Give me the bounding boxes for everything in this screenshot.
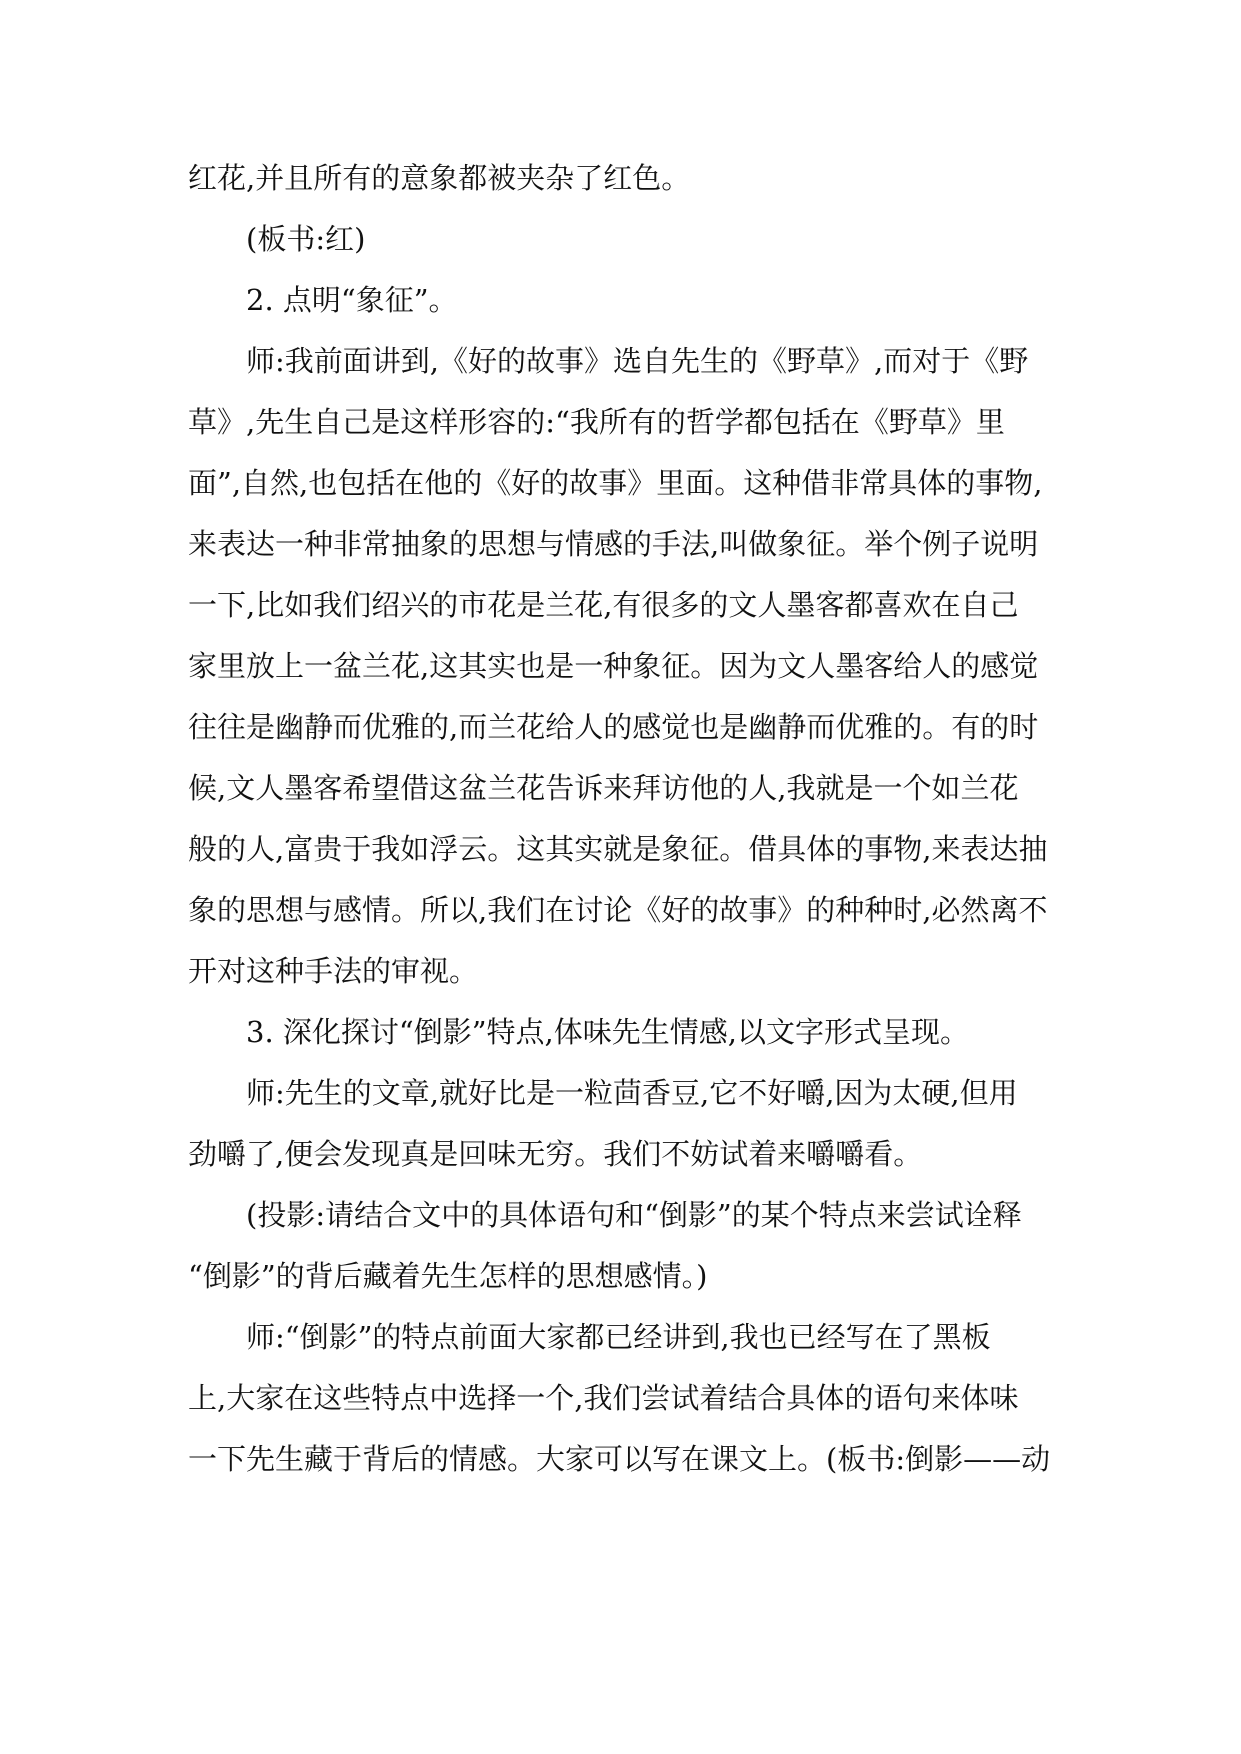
text-line: 师:“倒影”的特点前面大家都已经讲到,我也已经写在了黑板	[246, 1320, 991, 1354]
text-line: (板书:红)	[246, 222, 366, 256]
text-line: 上,大家在这些特点中选择一个,我们尝试着结合具体的语句来体味	[188, 1381, 1019, 1415]
text-line: 般的人,富贵于我如浮云。这其实就是象征。借具体的事物,来表达抽	[188, 832, 1048, 866]
section-heading: 3. 深化探讨“倒影”特点,体味先生情感,以文字形式呈现。	[246, 1015, 969, 1049]
text-line: 草》,先生自己是这样形容的:“我所有的哲学都包括在《野草》里	[188, 405, 1005, 439]
text-line: 开对这种手法的审视。	[188, 954, 479, 988]
text-line: 一下先生藏于背后的情感。大家可以写在课文上。(板书:倒影——动	[188, 1442, 1051, 1476]
text-line: 师:我前面讲到,《好的故事》选自先生的《野草》,而对于《野	[246, 344, 1029, 378]
text-line: 候,文人墨客希望借这盆兰花告诉来拜访他的人,我就是一个如兰花	[188, 771, 1019, 805]
document-body	[188, 148, 1056, 1490]
text-line: 师:先生的文章,就好比是一粒茴香豆,它不好嚼,因为太硬,但用	[246, 1076, 1018, 1110]
section-heading: 2. 点明“象征”。	[246, 283, 458, 317]
text-line: 一下,比如我们绍兴的市花是兰花,有很多的文人墨客都喜欢在自己	[188, 588, 1019, 622]
text-line: 往往是幽静而优雅的,而兰花给人的感觉也是幽静而优雅的。有的时	[188, 710, 1039, 744]
text-line: “倒影”的背后藏着先生怎样的思想感情。)	[188, 1259, 708, 1293]
text-line: 劲嚼了,便会发现真是回味无穷。我们不妨试着来嚼嚼看。	[188, 1137, 923, 1171]
text-line: 家里放上一盆兰花,这其实也是一种象征。因为文人墨客给人的感觉	[188, 649, 1039, 683]
text-line: 面”,自然,也包括在他的《好的故事》里面。这种借非常具体的事物,	[188, 466, 1043, 500]
text-line: 象的思想与感情。所以,我们在讨论《好的故事》的种种时,必然离不	[188, 893, 1048, 927]
text-line: 来表达一种非常抽象的思想与情感的手法,叫做象征。举个例子说明	[188, 527, 1039, 561]
text-line: (投影:请结合文中的具体语句和“倒影”的某个特点来尝试诠释	[246, 1198, 1022, 1232]
text-line: 红花,并且所有的意象都被夹杂了红色。	[188, 161, 691, 195]
